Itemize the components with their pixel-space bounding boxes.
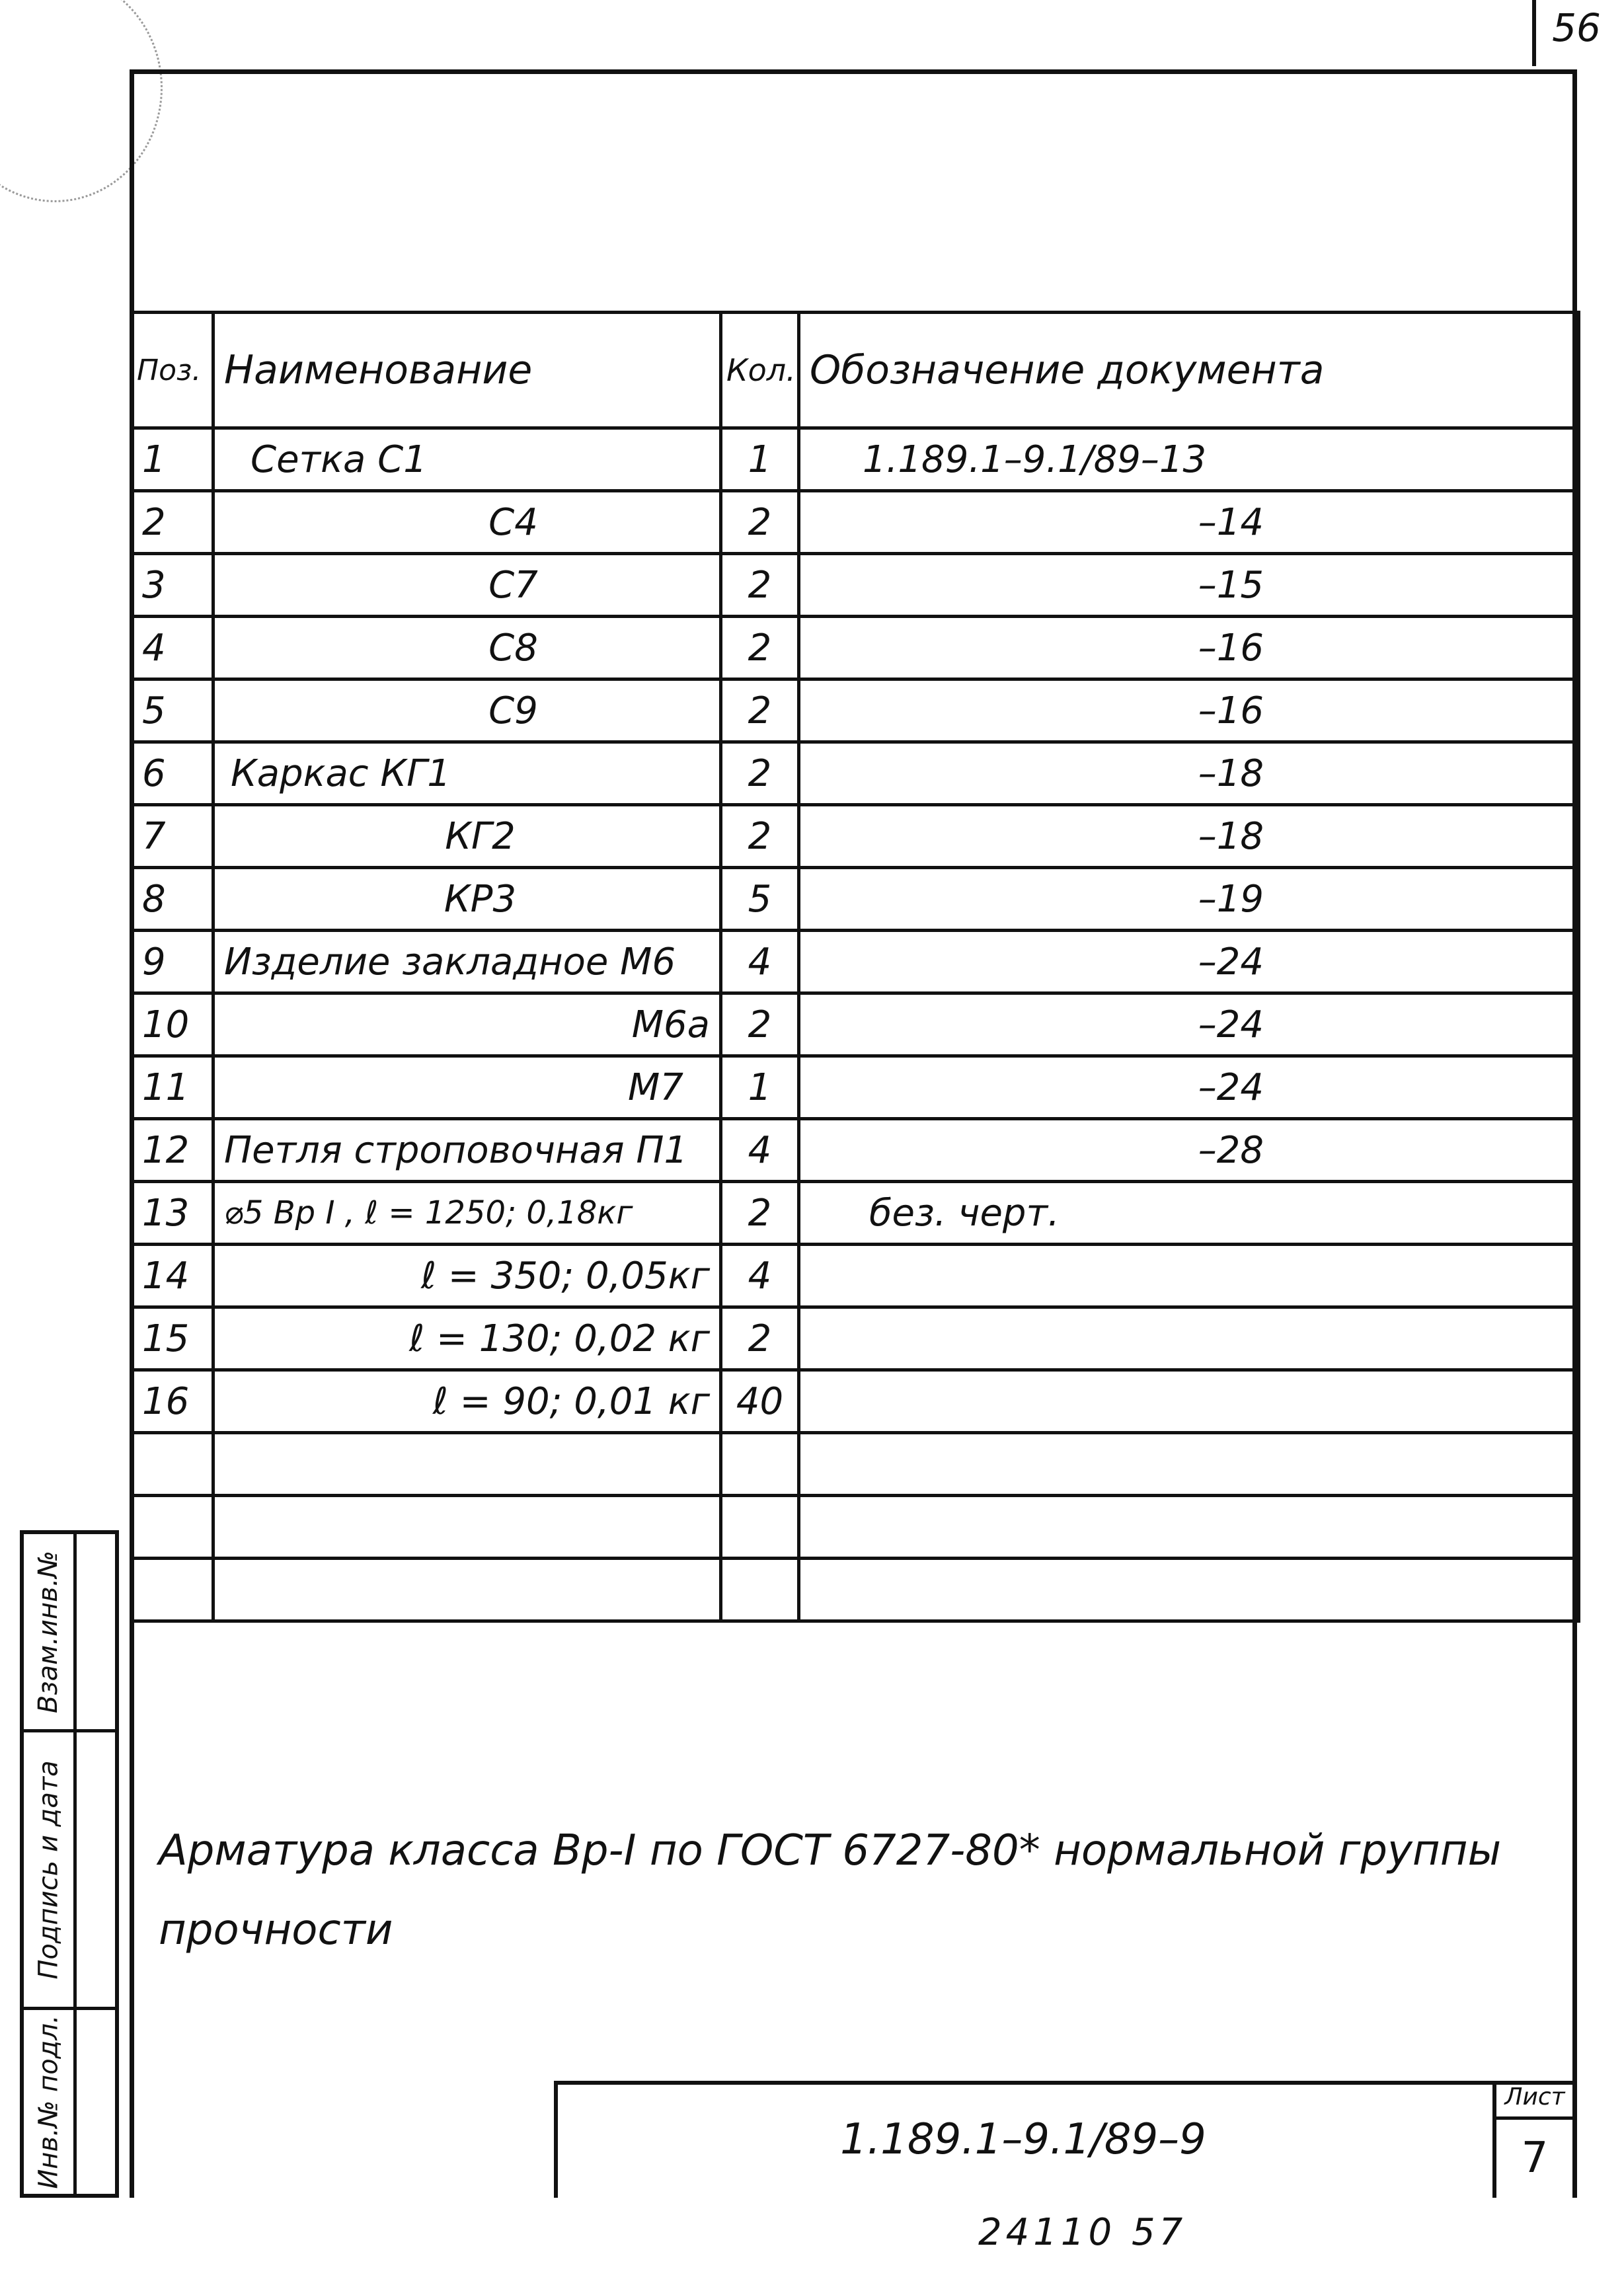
cell-doc-text: –15 (1198, 563, 1264, 607)
cell-qty: 2 (721, 491, 799, 554)
cell-qty: 2 (721, 742, 799, 805)
document-code: 1.189.1–9.1/89–9 (840, 2114, 1206, 2164)
cell-qty (721, 1433, 799, 1496)
cell-name-text: ⌀5 Вр I , ℓ = 1250; 0,18кг (224, 1194, 633, 1231)
side-cell-signature (24, 1732, 73, 2010)
cell-pos: 10 (132, 993, 213, 1056)
cell-name (213, 428, 721, 491)
table-row (132, 1245, 1579, 1307)
cell-doc (799, 805, 1579, 868)
cell-qty: 2 (721, 805, 799, 868)
side-cell-replacement (24, 1534, 73, 1732)
cell-doc (799, 742, 1579, 805)
cell-name-text: Изделие закладное М6 (224, 940, 676, 984)
table-row (132, 617, 1579, 679)
cell-name (213, 993, 721, 1056)
table-header-row (132, 313, 1579, 428)
cell-name-text: М6а (631, 1003, 710, 1046)
cell-doc-text: –24 (1198, 1066, 1264, 1109)
cell-qty (721, 1496, 799, 1559)
cell-doc (799, 1182, 1579, 1245)
header-qty: Кол. (721, 313, 799, 428)
table-row (132, 1370, 1579, 1433)
cell-qty: 40 (721, 1370, 799, 1433)
cell-doc-text: –24 (1198, 1003, 1264, 1046)
cell-qty: 2 (721, 1182, 799, 1245)
table-row (132, 931, 1579, 993)
table-row (132, 1559, 1579, 1621)
cell-doc-text: –16 (1198, 689, 1264, 732)
cell-doc (799, 868, 1579, 931)
cell-pos: 9 (132, 931, 213, 993)
sheet-label: Лист (1492, 2083, 1577, 2120)
side-stamp-blank-column (73, 1534, 115, 2194)
side-blank-cell (77, 1534, 115, 1732)
cell-pos (132, 1559, 213, 1621)
cell-name-text: С8 (488, 626, 538, 670)
side-cell-original-inv (24, 2010, 73, 2194)
cell-pos: 16 (132, 1370, 213, 1433)
cell-name-text: ℓ = 90; 0,01 кг (432, 1379, 710, 1423)
cell-name-text: М7 (628, 1066, 683, 1109)
cell-pos: 2 (132, 491, 213, 554)
specification-table (130, 311, 1580, 1623)
cell-doc-text: –16 (1198, 626, 1264, 670)
cell-pos: 11 (132, 1056, 213, 1119)
cell-name-text: КГ2 (445, 814, 516, 858)
table-row (132, 1496, 1579, 1559)
cell-pos: 5 (132, 679, 213, 742)
side-label-replacement-inv: Взам.инв.№ (33, 1550, 64, 1713)
note-line-2: прочности (159, 1906, 393, 1955)
table-row (132, 1056, 1579, 1119)
cell-name (213, 805, 721, 868)
cell-pos: 1 (132, 428, 213, 491)
side-label-signature-date: Подпись и дата (33, 1760, 64, 1980)
cell-pos (132, 1433, 213, 1496)
cell-name (213, 1370, 721, 1433)
cell-name (213, 1307, 721, 1370)
header-doc: Обозначение документа (799, 313, 1579, 428)
cell-pos: 6 (132, 742, 213, 805)
cell-qty: 2 (721, 617, 799, 679)
archive-number: 24110 57 (978, 2211, 1187, 2254)
cell-qty: 2 (721, 993, 799, 1056)
cell-name (213, 1496, 721, 1559)
cell-name-text: С4 (488, 500, 538, 544)
cell-doc-text: без. черт. (869, 1191, 1060, 1235)
cell-doc (799, 1496, 1579, 1559)
cell-qty: 4 (721, 931, 799, 993)
cell-doc (799, 931, 1579, 993)
cell-name (213, 617, 721, 679)
header-pos: Поз. (132, 313, 213, 428)
table-row (132, 742, 1579, 805)
cell-qty: 2 (721, 1307, 799, 1370)
cell-name (213, 1245, 721, 1307)
cell-name-text: Каркас КГ1 (231, 752, 451, 795)
header-name: Наименование (213, 313, 721, 428)
cell-doc-text: –24 (1198, 940, 1264, 984)
sheet-number: 7 (1521, 2134, 1549, 2183)
cell-doc-text: –19 (1198, 877, 1264, 921)
table-row (132, 428, 1579, 491)
cell-name (213, 1182, 721, 1245)
table-row (132, 1119, 1579, 1182)
cell-doc-text: –28 (1198, 1128, 1264, 1172)
cell-qty: 2 (721, 679, 799, 742)
cell-qty: 4 (721, 1245, 799, 1307)
cell-qty: 2 (721, 554, 799, 617)
table-row (132, 491, 1579, 554)
note-line-1: Арматура класса Вр-I по ГОСТ 6727-80* нормальной группы (159, 1826, 1502, 1875)
cell-pos: 4 (132, 617, 213, 679)
page-number-divider (1532, 0, 1536, 66)
cell-doc (799, 993, 1579, 1056)
cell-doc (799, 1245, 1579, 1307)
cell-qty: 4 (721, 1119, 799, 1182)
cell-name (213, 1056, 721, 1119)
cell-doc (799, 1119, 1579, 1182)
cell-doc (799, 554, 1579, 617)
cell-name-text: ℓ = 130; 0,02 кг (409, 1317, 710, 1360)
cell-doc-text: –18 (1198, 752, 1264, 795)
cell-name (213, 554, 721, 617)
cell-name (213, 679, 721, 742)
cell-pos: 3 (132, 554, 213, 617)
side-label-original-inv: Инв.№ подл. (33, 2015, 64, 2189)
cell-doc (799, 617, 1579, 679)
table-row (132, 1182, 1579, 1245)
cell-name (213, 868, 721, 931)
technical-note (159, 1811, 1547, 1970)
cell-doc-text: –18 (1198, 814, 1264, 858)
cell-doc-text: –14 (1198, 500, 1264, 544)
cell-doc (799, 1433, 1579, 1496)
cell-doc (799, 1056, 1579, 1119)
cell-name (213, 1559, 721, 1621)
table-row (132, 679, 1579, 742)
cell-name (213, 491, 721, 554)
table-row (132, 1433, 1579, 1496)
cell-name-text: КР3 (444, 877, 517, 921)
cell-doc (799, 1370, 1579, 1433)
cell-pos: 13 (132, 1182, 213, 1245)
cell-name (213, 742, 721, 805)
cell-name (213, 931, 721, 993)
cell-name (213, 1433, 721, 1496)
cell-doc (799, 1307, 1579, 1370)
table-row (132, 1307, 1579, 1370)
cell-doc (799, 1559, 1579, 1621)
side-blank-cell (77, 1732, 115, 2010)
page-number: 56 (1552, 5, 1601, 50)
cell-name-text: С7 (488, 563, 538, 607)
cell-doc (799, 679, 1579, 742)
cell-name-text: Петля строповочная П1 (224, 1128, 688, 1172)
cell-pos: 7 (132, 805, 213, 868)
cell-doc (799, 491, 1579, 554)
table-row (132, 554, 1579, 617)
cell-doc-text: 1.189.1–9.1/89–13 (863, 438, 1207, 481)
cell-qty (721, 1559, 799, 1621)
cell-name (213, 1119, 721, 1182)
cell-pos: 12 (132, 1119, 213, 1182)
cell-name-text: Сетка С1 (251, 438, 427, 481)
cell-name-text: С9 (488, 689, 538, 732)
cell-pos: 8 (132, 868, 213, 931)
cell-pos (132, 1496, 213, 1559)
cell-qty: 1 (721, 1056, 799, 1119)
table-row (132, 993, 1579, 1056)
side-stamp (20, 1530, 119, 2198)
cell-qty: 5 (721, 868, 799, 931)
cell-name-text: ℓ = 350; 0,05кг (420, 1254, 710, 1298)
cell-pos: 15 (132, 1307, 213, 1370)
table-row (132, 868, 1579, 931)
cell-doc (799, 428, 1579, 491)
cell-pos: 14 (132, 1245, 213, 1307)
table-row (132, 805, 1579, 868)
cell-qty: 1 (721, 428, 799, 491)
